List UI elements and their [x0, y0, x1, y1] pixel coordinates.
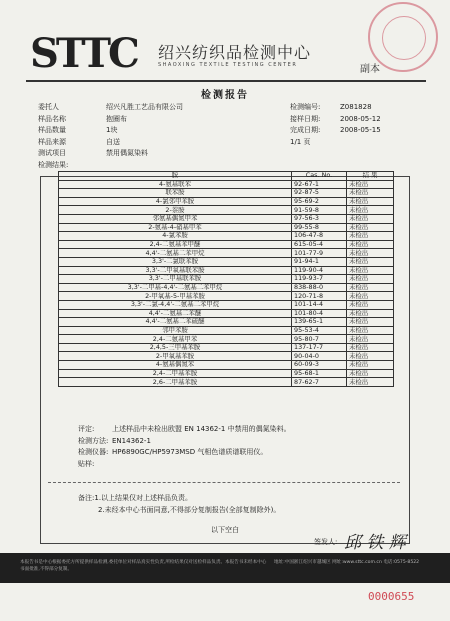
cas-number-cell: 91-94-1	[292, 257, 347, 266]
cas-number-cell: 92-67-1	[292, 180, 347, 189]
cas-number-cell: 101-14-4	[292, 300, 347, 309]
table-row	[59, 292, 394, 301]
table-header-row	[59, 172, 394, 181]
amine-name-cell: 3,3'-二氯-4,4'-二氨基二苯甲烷	[59, 300, 292, 309]
remarks	[78, 492, 280, 516]
instrument-text: HP6890GC/HP5973MSD 气相色谱质谱联用仪。	[112, 448, 268, 456]
page-count: 1/1 页	[290, 137, 311, 146]
cas-number-cell: 106-47-8	[292, 232, 347, 241]
remarks-label: 备注:	[78, 494, 95, 502]
sample-source-label: 样品来源	[38, 137, 66, 146]
table-row	[59, 335, 394, 344]
report-no-value: Z081828	[340, 103, 372, 111]
footer-bar	[0, 553, 450, 583]
completed-date-label: 完成日期:	[290, 126, 321, 134]
result-cell: 未检出	[347, 240, 394, 249]
cas-number-cell: 95-80-7	[292, 335, 347, 344]
table-row	[59, 180, 394, 189]
amine-name-cell: 4-氯苯胺	[59, 232, 292, 241]
table-row	[59, 266, 394, 275]
cas-number-cell: 95-68-1	[292, 369, 347, 378]
result-cell: 未检出	[347, 292, 394, 301]
result-cell: 未检出	[347, 300, 394, 309]
cas-number-cell: 838-88-0	[292, 283, 347, 292]
cas-column-header: Cas. No.	[292, 172, 347, 181]
sample-qty-label: 样品数量	[38, 126, 66, 134]
sample-qty-value: 1块	[106, 126, 118, 134]
amine-name-cell: 2,4-二氨基甲苯	[59, 335, 292, 344]
cas-number-cell: 92-87-5	[292, 189, 347, 198]
test-item-label: 测试项目	[38, 149, 66, 157]
table-row	[59, 232, 394, 241]
report-title: 检测报告	[201, 90, 249, 101]
table-row	[59, 249, 394, 258]
result-cell: 未检出	[347, 189, 394, 198]
table-row	[59, 214, 394, 223]
org-name-cn: 绍兴纺织品检测中心	[158, 43, 312, 62]
result-cell: 未检出	[347, 257, 394, 266]
blank-below-text: 以下空白	[211, 526, 239, 534]
copy-tag: 副本	[360, 64, 380, 75]
cas-number-cell: 119-90-4	[292, 266, 347, 275]
cas-number-cell: 97-56-3	[292, 214, 347, 223]
amine-name-cell: 2,4,5-三甲基苯胺	[59, 343, 292, 352]
received-date-value: 2008-05-12	[340, 114, 381, 123]
cas-number-cell: 615-05-4	[292, 240, 347, 249]
handwritten-signature: 邱 铁 辉	[344, 533, 406, 553]
cas-number-cell: 60-09-3	[292, 361, 347, 370]
result-cell: 未检出	[347, 369, 394, 378]
result-cell: 未检出	[347, 361, 394, 370]
amine-name-cell: 3,3'-二甲基联苯胺	[59, 275, 292, 284]
sample-name-label: 样品名称	[38, 114, 66, 123]
amine-name-cell: 3,3'-二甲基-4,4'-二氨基二苯甲烷	[59, 283, 292, 292]
table-row	[59, 318, 394, 327]
serial-number: 0000655	[368, 590, 415, 603]
instrument-label: 检测仪器:	[78, 448, 109, 456]
remark-1: 1.以上结果仅对上述样品负责。	[94, 494, 193, 502]
received-date-label: 接样日期:	[290, 114, 321, 123]
amine-name-cell: 2,4-二甲基苯胺	[59, 369, 292, 378]
client-label: 委托人	[38, 103, 59, 111]
result-cell: 未检出	[347, 214, 394, 223]
org-logo: STTC	[30, 30, 137, 77]
results-label: 检测结果:	[38, 160, 69, 169]
table-row	[59, 300, 394, 309]
amine-name-cell: 2-甲氧基-5-甲基苯胺	[59, 292, 292, 301]
cas-number-cell: 139-65-1	[292, 318, 347, 327]
cas-number-cell: 101-80-4	[292, 309, 347, 318]
cas-number-cell: 91-59-8	[292, 206, 347, 215]
sample-source-value: 自送	[106, 137, 120, 146]
method-label: 检测方法:	[78, 436, 109, 445]
sample-swatch-label: 贴样:	[78, 459, 95, 468]
amine-name-cell: 4-氨基联苯	[59, 180, 292, 189]
test-item-value: 禁用偶氮染料	[106, 149, 148, 157]
result-cell: 未检出	[347, 335, 394, 344]
assessment-notes	[78, 424, 291, 470]
result-cell: 未检出	[347, 223, 394, 232]
result-cell: 未检出	[347, 275, 394, 284]
amine-name-cell: 2-甲氧基苯胺	[59, 352, 292, 361]
amine-name-cell: 2,4-二氨基苯甲醚	[59, 240, 292, 249]
cas-number-cell: 137-17-7	[292, 343, 347, 352]
amine-name-cell: 3,3'-二氯联苯胺	[59, 257, 292, 266]
amine-name-cell: 邻氨基偶氮甲苯	[59, 214, 292, 223]
result-cell: 未检出	[347, 352, 394, 361]
result-cell: 未检出	[347, 197, 394, 206]
footer-disclaimer: 本报告书是中心根据委托方所提供样品检测,委托单位对样品真实性负责,所检结果仅对送检样品负责。本报告书未经本中心书面批准,不得部分复制。	[20, 560, 267, 572]
result-cell: 未检出	[347, 249, 394, 258]
signer-label: 签发人:	[314, 538, 338, 546]
table-row	[59, 378, 394, 387]
org-name-en: SHAOXING TEXTILE TESTING CENTER	[158, 62, 298, 68]
remark-2: 2.未经本中心书面同意,不得部分复制报告(全部复制除外)。	[98, 506, 281, 514]
amine-name-cell: 联苯胺	[59, 189, 292, 198]
cas-number-cell: 87-62-7	[292, 378, 347, 387]
comment-text: 上述样品中未检出欧盟 EN 14362-1 中禁用的偶氮染料。	[112, 425, 291, 433]
result-cell: 未检出	[347, 343, 394, 352]
table-row	[59, 223, 394, 232]
footer-contact: 地址:中国浙江绍兴市越城区 网址:www.sttc.com.cn 电话:0575-8522	[274, 560, 420, 565]
cas-number-cell: 120-71-8	[292, 292, 347, 301]
result-cell: 未检出	[347, 180, 394, 189]
amine-name-cell: 4,4'-二氨基二苯硫醚	[59, 318, 292, 327]
result-cell: 未检出	[347, 309, 394, 318]
cas-number-cell: 99-55-8	[292, 223, 347, 232]
table-row	[59, 326, 394, 335]
remarks-divider	[48, 482, 400, 483]
amine-column-header: 胺	[59, 172, 292, 181]
table-row	[59, 257, 394, 266]
cas-number-cell: 90-04-0	[292, 352, 347, 361]
table-row	[59, 352, 394, 361]
table-row	[59, 197, 394, 206]
amine-name-cell: 4,4'-二氨基二苯醚	[59, 309, 292, 318]
cas-number-cell: 119-93-7	[292, 275, 347, 284]
table-row	[59, 275, 394, 284]
table-row	[59, 189, 394, 198]
result-cell: 未检出	[347, 232, 394, 241]
sample-info	[38, 102, 278, 171]
cas-number-cell: 95-69-2	[292, 197, 347, 206]
result-cell: 未检出	[347, 283, 394, 292]
amine-name-cell: 3,3'-二甲氧基联苯胺	[59, 266, 292, 275]
amine-name-cell: 4,4'-二氨基二苯甲烷	[59, 249, 292, 258]
sample-name-value: 抱圈布	[106, 114, 127, 123]
table-row	[59, 343, 394, 352]
result-cell: 未检出	[347, 378, 394, 387]
result-cell: 未检出	[347, 318, 394, 327]
completed-date-value: 2008-05-15	[340, 126, 381, 134]
result-cell: 未检出	[347, 206, 394, 215]
cas-number-cell: 95-53-4	[292, 326, 347, 335]
amine-name-cell: 4-氨基偶氮苯	[59, 361, 292, 370]
table-row	[59, 283, 394, 292]
amine-name-cell: 4-氯邻甲苯胺	[59, 197, 292, 206]
report-meta	[290, 102, 430, 148]
table-row	[59, 369, 394, 378]
cas-number-cell: 101-77-9	[292, 249, 347, 258]
table-row	[59, 240, 394, 249]
client-value: 绍兴凡胜工艺品有限公司	[106, 103, 183, 111]
table-row	[59, 206, 394, 215]
table-row	[59, 361, 394, 370]
amine-name-cell: 2-萘胺	[59, 206, 292, 215]
amine-name-cell: 2,6-二甲基苯胺	[59, 378, 292, 387]
table-row	[59, 309, 394, 318]
result-cell: 未检出	[347, 326, 394, 335]
amine-name-cell: 邻甲苯胺	[59, 326, 292, 335]
results-table	[58, 171, 394, 387]
header-rule	[26, 80, 426, 82]
comment-label: 评定:	[78, 425, 95, 433]
amine-name-cell: 2-氨基-4-硝基甲苯	[59, 223, 292, 232]
method-text: EN14362-1	[112, 436, 151, 445]
result-column-header: 结 果	[347, 172, 394, 181]
result-cell: 未检出	[347, 266, 394, 275]
report-no-label: 检测编号:	[290, 103, 321, 111]
